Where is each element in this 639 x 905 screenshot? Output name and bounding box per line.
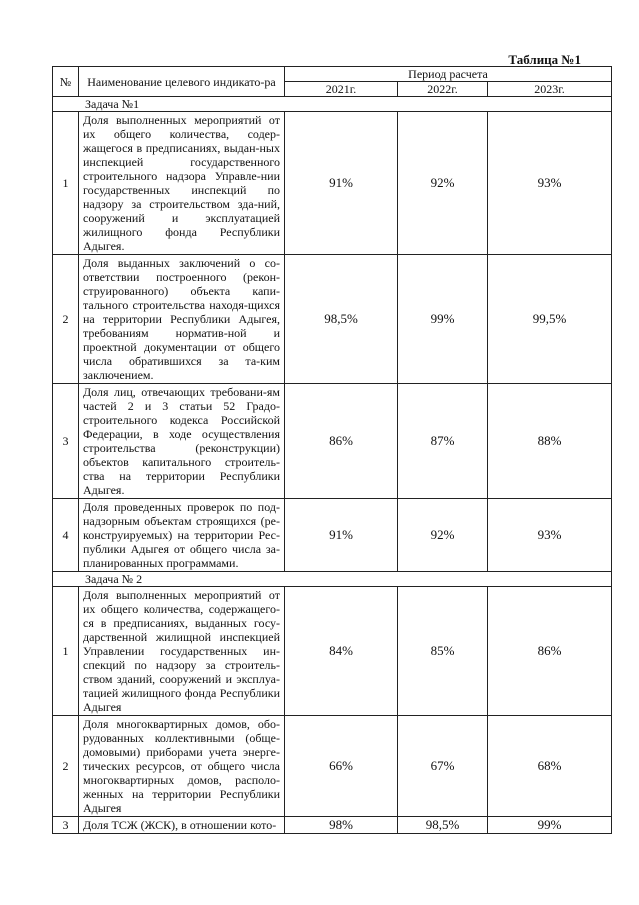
row-num: 3 xyxy=(53,817,79,834)
table-row xyxy=(53,112,612,255)
value-2023: 88% xyxy=(488,384,612,499)
header-num: № xyxy=(53,67,79,97)
table-row xyxy=(53,587,612,716)
value-2021: 91% xyxy=(285,112,398,255)
value-2022: 99% xyxy=(398,255,488,384)
row-num: 4 xyxy=(53,499,79,572)
value-2022: 67% xyxy=(398,716,488,817)
table-row xyxy=(53,255,612,384)
value-2022: 85% xyxy=(398,587,488,716)
table-row xyxy=(53,384,612,499)
value-2023: 93% xyxy=(488,499,612,572)
value-2021: 86% xyxy=(285,384,398,499)
table-row xyxy=(53,817,612,834)
task-title: Задача №1 xyxy=(53,97,612,112)
header-year: 2023г. xyxy=(488,82,612,97)
row-num: 2 xyxy=(53,716,79,817)
indicator-text: Доля проведенных проверок по под-надзорным объектам строящихся (ре-конструируемых) на территории Рес-публики Адыгея от общего числа за-планированных программами. xyxy=(79,499,285,572)
indicator-text: Доля выданных заключений о со-ответствии построенного (рекон-струированного) объекта капи-тального строительства находя-щихся на территории Республики Адыгея, требованиям норматив-ной и проектной документации от общего числа обратившихся за та-ким заключением. xyxy=(79,255,285,384)
value-2022: 87% xyxy=(398,384,488,499)
task-row xyxy=(53,572,612,587)
header-year: 2021г. xyxy=(285,82,398,97)
indicator-text: Доля ТСЖ (ЖСК), в отношении кото- xyxy=(79,817,285,834)
header-year: 2022г. xyxy=(398,82,488,97)
value-2022: 98,5% xyxy=(398,817,488,834)
value-2021: 91% xyxy=(285,499,398,572)
task-title: Задача № 2 xyxy=(53,572,612,587)
value-2023: 99,5% xyxy=(488,255,612,384)
indicator-text: Доля выполненных мероприятий от их общего количества, содержащего-ся в предписаниях, выданных госу-дарственной жилищной инспекцией Управлении государственных ин-спекций по надзору за строитель-ством зданий, сооружений и эксплуа-тацией жилищного фонда Республики Адыгея xyxy=(79,587,285,716)
row-num: 3 xyxy=(53,384,79,499)
indicator-text: Доля многоквартирных домов, обо-рудованных коллективными (обще-домовыми) приборами учета энерге-тических ресурсов, от общего числа многоквартирных домов, располо-женных на территории Республики Адыгея xyxy=(79,716,285,817)
table-row xyxy=(53,499,612,572)
indicator-text: Доля лиц, отвечающих требовани-ям частей 2 и 3 статьи 52 Градо-строительного кодекса Российской Федерации, в ходе осуществления строительства (реконструкции) объектов капитального строитель-ства на территории Республики Адыгея. xyxy=(79,384,285,499)
value-2023: 86% xyxy=(488,587,612,716)
row-num: 2 xyxy=(53,255,79,384)
header-row xyxy=(53,67,612,82)
value-2022: 92% xyxy=(398,499,488,572)
row-num: 1 xyxy=(53,587,79,716)
value-2022: 92% xyxy=(398,112,488,255)
task-row xyxy=(53,97,612,112)
row-num: 1 xyxy=(53,112,79,255)
value-2021: 98% xyxy=(285,817,398,834)
value-2023: 68% xyxy=(488,716,612,817)
indicator-table xyxy=(52,66,612,834)
value-2021: 66% xyxy=(285,716,398,817)
table-caption: Таблица №1 xyxy=(508,52,581,67)
value-2023: 93% xyxy=(488,112,612,255)
value-2023: 99% xyxy=(488,817,612,834)
header-name: Наименование целевого индикато-ра xyxy=(79,67,285,97)
value-2021: 84% xyxy=(285,587,398,716)
value-2021: 98,5% xyxy=(285,255,398,384)
indicator-text: Доля выполненных мероприятий от их общего количества, содер-жащегося в предписаниях, выдан-ных инспекцией государственного строительного надзора Управле-нии государственных инспекций по надзору за строительством зда-ний, сооружений и эксплуатацией жилищного фонда Республики Адыгея. xyxy=(79,112,285,255)
table-row xyxy=(53,716,612,817)
header-period: Период расчета xyxy=(285,67,612,82)
